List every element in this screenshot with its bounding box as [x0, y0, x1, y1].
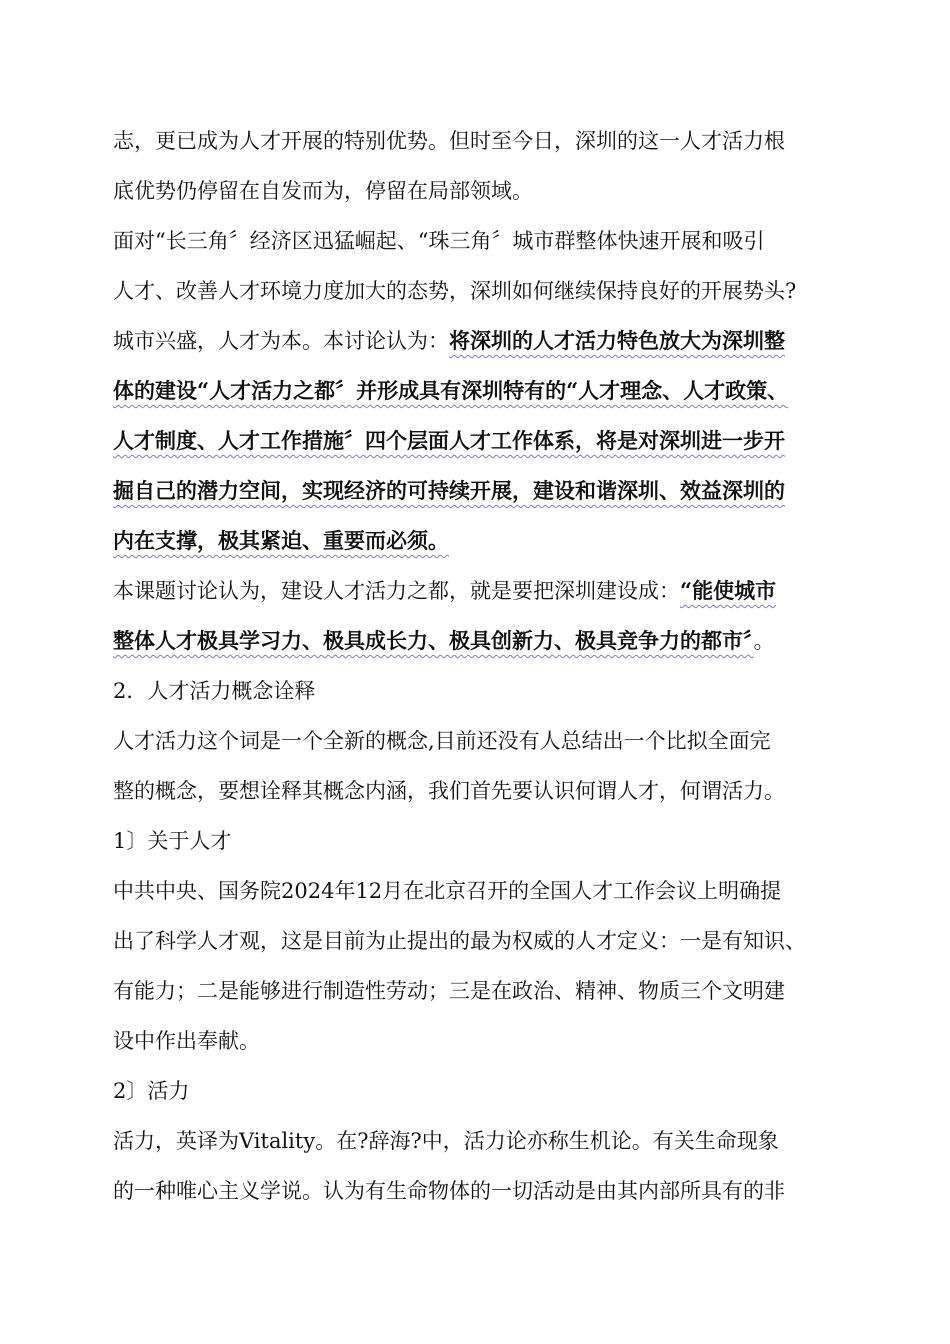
text-segment: 的一种唯心主义学说。认为有生命物体的一切活动是由其内部所具有的非 — [113, 1179, 785, 1203]
text-segment: 人才、改善人才环境力度加大的态势，深圳如何继续保持良好的开展势头? — [113, 279, 797, 303]
text-segment: 整的概念，要想诠释其概念内涵，我们首先要认识何谓人才，何谓活力。 — [113, 779, 785, 803]
text-segment: 人才活力这个词是一个全新的概念,目前还没有人总结出一个比拟全面完 — [113, 729, 771, 753]
text-line-8 — [113, 466, 850, 516]
heading-text: 2．人才活力概念诠释 — [113, 679, 316, 703]
text-segment: 。 — [753, 629, 775, 653]
text-line-7 — [113, 416, 850, 466]
emphasized-text: “能使城市 — [680, 578, 777, 603]
emphasized-text: 掘自己的潜力空间，实现经济的可持续开展，建设和谐深圳、效益深圳的 — [113, 478, 785, 503]
text-segment: 有能力；二是能够进行制造性劳动；三是在政治、精神、物质三个文明建 — [113, 979, 785, 1003]
text-line-3 — [113, 216, 850, 266]
heading-text: 1〕关于人才 — [113, 829, 232, 853]
emphasized-text: 内在支撑，极其紧迫、重要而必须。 — [113, 528, 449, 553]
text-segment: 城市兴盛，人才为本。本讨论认为： — [113, 329, 449, 353]
subsection-heading-1 — [113, 816, 850, 866]
text-line-6 — [113, 366, 850, 416]
text-line-17 — [113, 916, 850, 966]
emphasized-text: 将深圳的人才活力特色放大为深圳整 — [449, 328, 785, 353]
text-line-2 — [113, 166, 850, 216]
text-segment: 志，更已成为人才开展的特别优势。但时至今日，深圳的这一人才活力根 — [113, 129, 785, 153]
emphasized-text: 人才制度、人才工作措施〞四个层面人才工作体系，将是对深圳进一步开 — [113, 428, 785, 453]
emphasized-text: 体的建设“人才活力之都〞并形成具有深圳特有的“人才理念、人才政策、 — [113, 378, 789, 403]
text-line-10 — [113, 566, 850, 616]
document-page — [113, 116, 850, 1216]
subsection-heading-2 — [113, 1066, 850, 1116]
heading-text: 2〕活力 — [113, 1079, 190, 1103]
text-line-16 — [113, 866, 850, 916]
text-line-22 — [113, 1166, 850, 1216]
text-line-18 — [113, 966, 850, 1016]
text-line-21 — [113, 1116, 850, 1166]
text-segment: 活力，英译为Vitality。在?辞海?中，活力论亦称生机论。有关生命现象 — [113, 1129, 779, 1153]
section-heading-2 — [113, 666, 850, 716]
text-segment: 中共中央、国务院2024年12月在北京召开的全国人才工作会议上明确提 — [113, 879, 782, 903]
text-line-19 — [113, 1016, 850, 1066]
text-line-5 — [113, 316, 850, 366]
text-segment: 面对“长三角〞经济区迅猛崛起、“珠三角〞城市群整体快速开展和吸引 — [113, 229, 765, 253]
text-segment: 设中作出奉献。 — [113, 1029, 260, 1053]
text-segment: 底优势仍停留在自发而为，停留在局部领域。 — [113, 179, 533, 203]
text-line-4 — [113, 266, 850, 316]
text-line-11 — [113, 616, 850, 666]
text-line-14 — [113, 766, 850, 816]
text-segment: 出了科学人才观，这是目前为止提出的最为权威的人才定义：一是有知识、 — [113, 929, 806, 953]
text-segment: 本课题讨论认为，建设人才活力之都，就是要把深圳建设成： — [113, 579, 680, 603]
emphasized-text: 整体人才极具学习力、极具成长力、极具创新力、极具竞争力的都市〞 — [113, 628, 754, 653]
text-line-1 — [113, 116, 850, 166]
text-line-13 — [113, 716, 850, 766]
text-line-9 — [113, 516, 850, 566]
